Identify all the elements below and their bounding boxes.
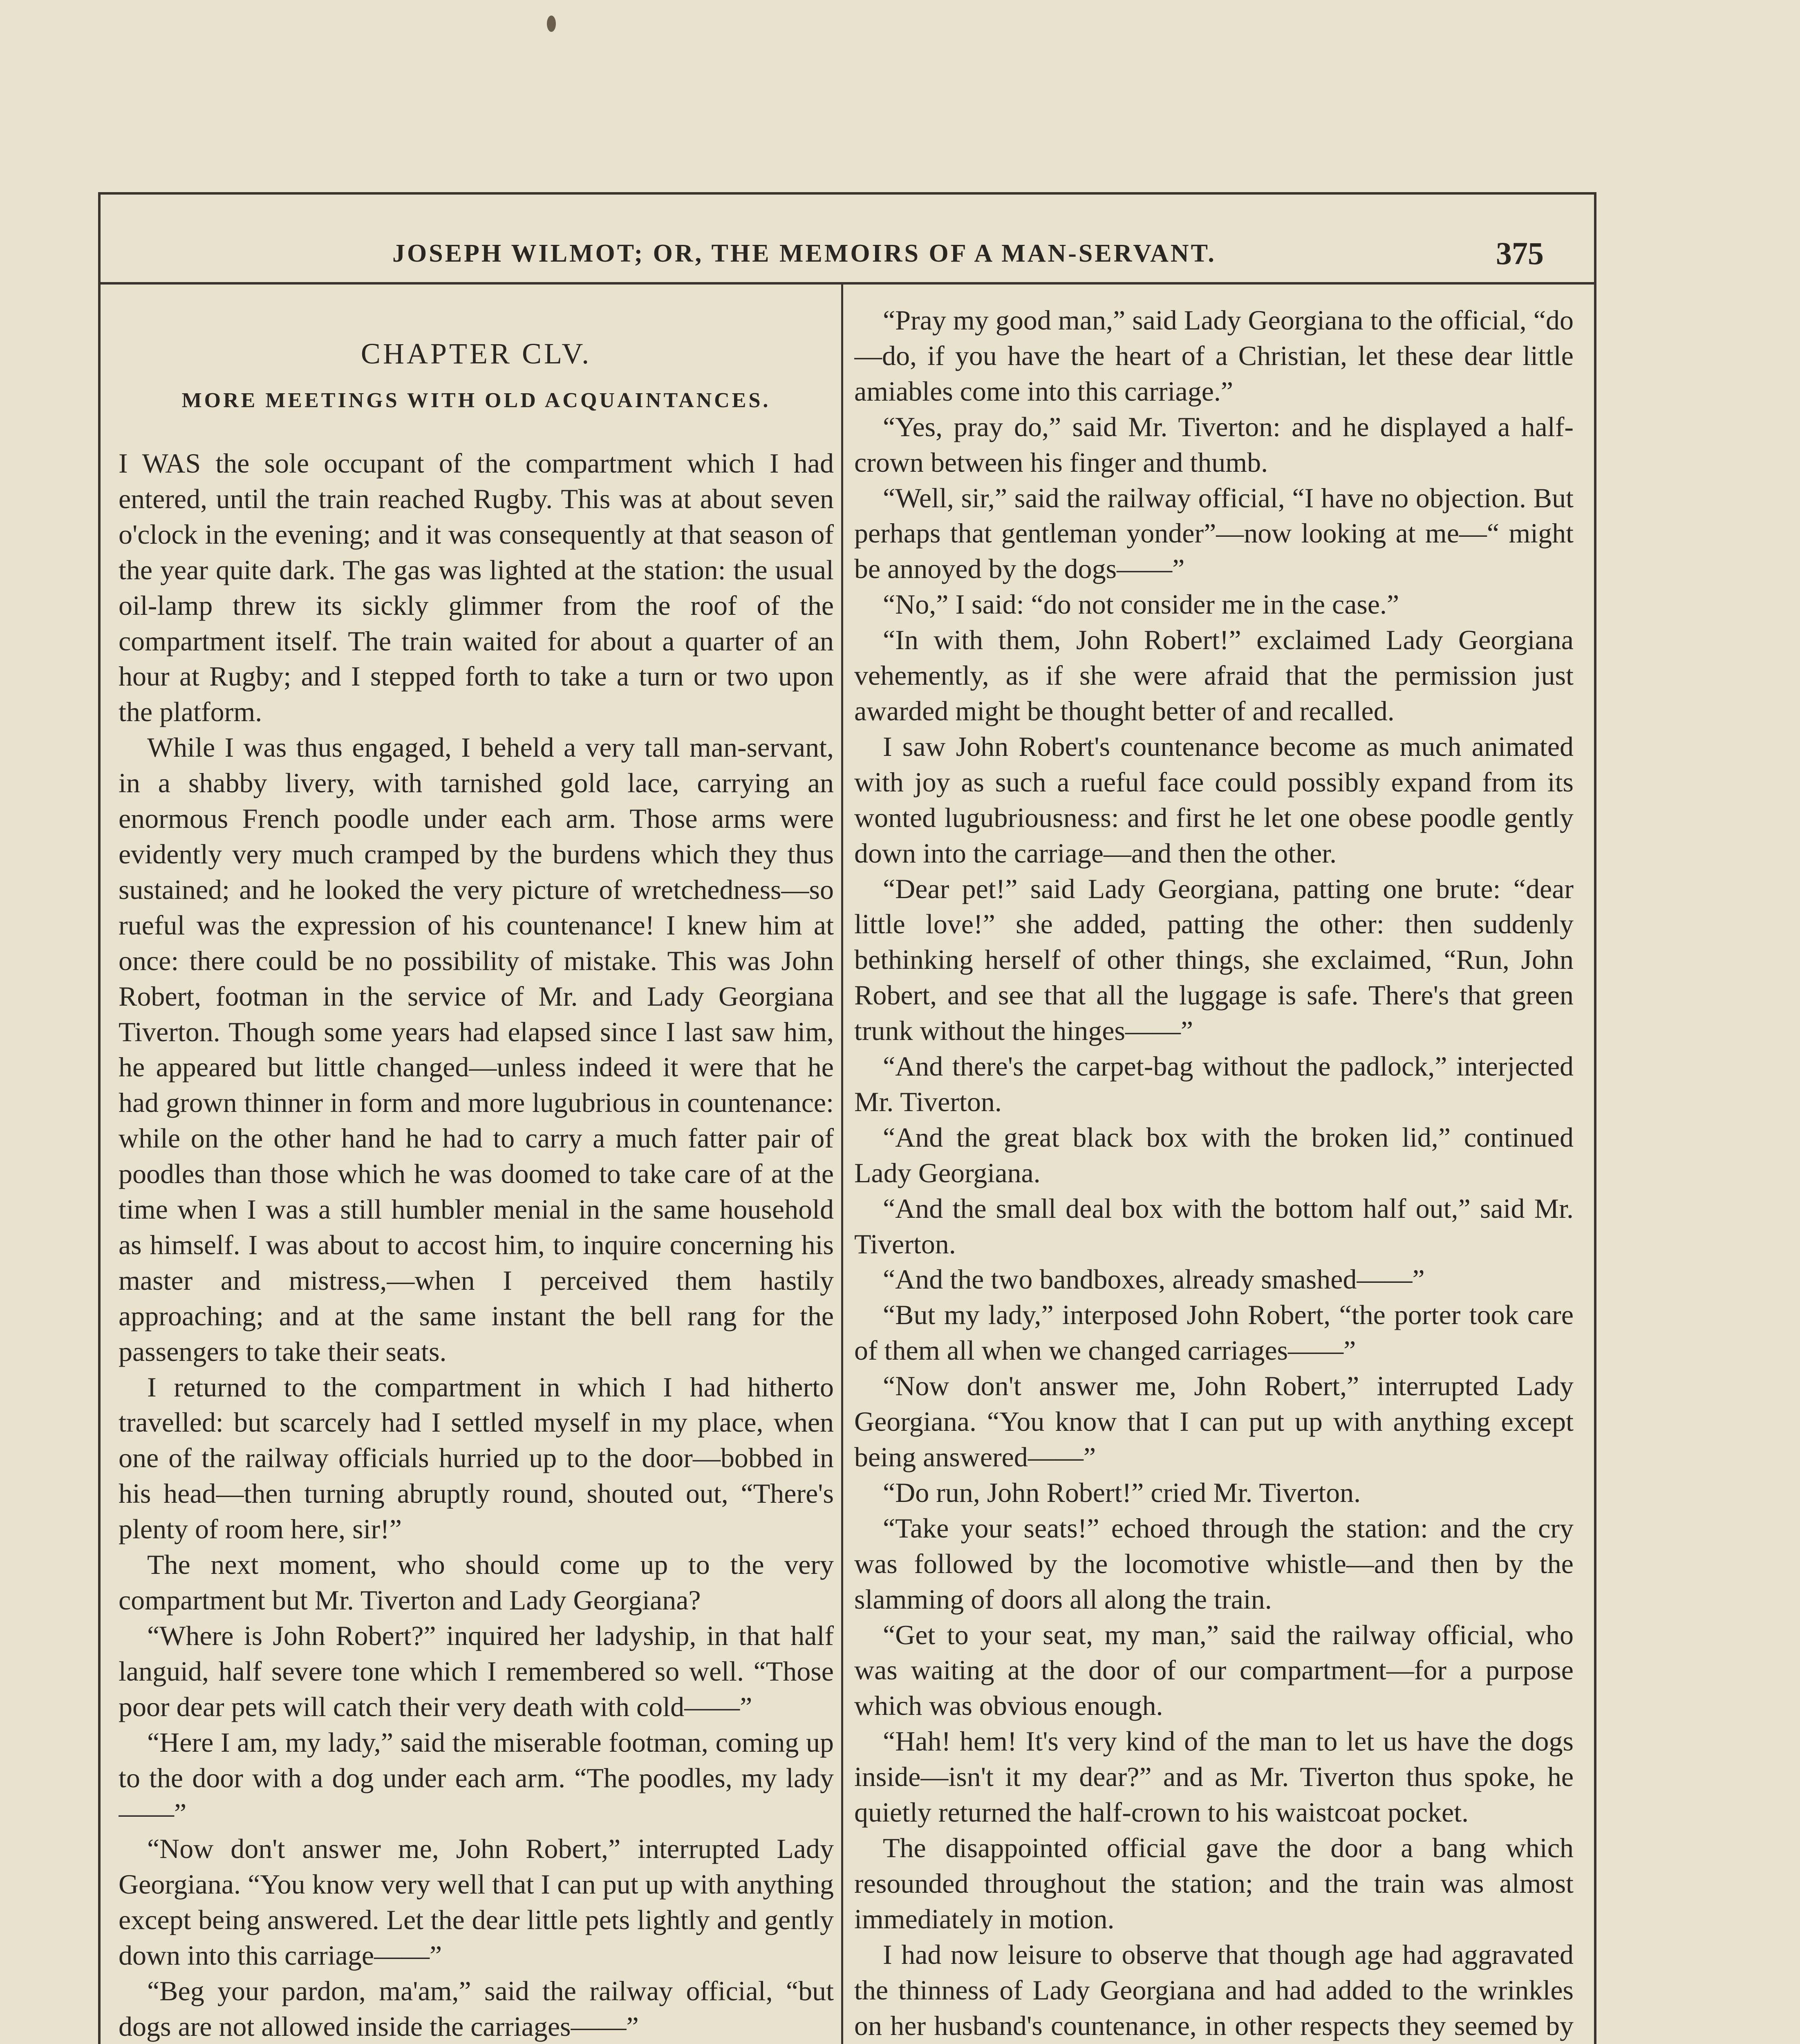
- paragraph: “Take your seats!” echoed through the station: and the cry was followed by the locomotive whistle—and then by the slamming of doors all along the train.: [854, 1512, 1574, 1615]
- paragraph: “Hah! hem! It's very kind of the man to let us have the dogs inside—isn't it my dear?” and as Mr. Tiverton thus spoke, he quietly returned the half-crown to his waistcoat pocket.: [854, 1726, 1574, 1828]
- paragraph: The next moment, who should come up to the very compartment but Mr. Tiverton and Lady Georgiana?: [119, 1549, 834, 1616]
- chapter-title: CHAPTER CLV.: [360, 337, 592, 370]
- paragraph: The disappointed official gave the door a bang which resounded throughout the station; and the train was almost immediately in motion.: [854, 1832, 1574, 1934]
- paragraph: “In with them, John Robert!” exclaimed Lady Georgiana vehemently, as if she were afraid that the permission just awarded might be thought better of and recalled.: [854, 624, 1574, 726]
- paragraph: I returned to the compartment in which I had hitherto travelled: but scarcely had I settled myself in my place, when one of the railway officials hurried up to the door—bobbed in his head—then turning abruptly round, shouted out, “There's plenty of room here, sir!”: [119, 1371, 834, 1545]
- paragraph: “Beg your pardon, ma'am,” said the railway official, “but dogs are not allowed inside the carriages——”: [119, 1975, 834, 2042]
- paragraph: “Pray my good man,” said Lady Georgiana to the official, “do—do, if you have the heart of a Christian, let these dear little amiables come into this carriage.”: [854, 305, 1574, 407]
- page-number: 375: [1496, 235, 1544, 271]
- paragraph: “Dear pet!” said Lady Georgiana, patting one brute: “dear little love!” she added, patting the other: then suddenly bethinking herself of other things, she exclaimed, “Run, John Robert, and see that all the luggage is safe. There's that green trunk without the hinges——”: [854, 873, 1574, 1047]
- paragraph: “Well, sir,” said the railway official, “I have no objection. But perhaps that gentleman yonder”—now looking at me—“ might be annoyed by the dogs——”: [854, 482, 1574, 585]
- paragraph: “And the great black box with the broken lid,” continued Lady Georgiana.: [854, 1121, 1574, 1188]
- running-title: JOSEPH WILMOT; OR, THE MEMOIRS OF A MAN-SERVANT.: [392, 240, 1216, 267]
- paragraph: “And there's the carpet-bag without the padlock,” interjected Mr. Tiverton.: [854, 1051, 1574, 1117]
- paragraph: While I was thus engaged, I beheld a very tall man-servant, in a shabby livery, with tarnished gold lace, carrying an enormous French poodle under each arm. Those arms were evidently very much cramped by the burdens which they thus sustained; and he looked the very picture of wretchedness—so rueful was the expression of his countenance! I knew him at once: there could be no possibility of mistake. This was John Robert, footman in the service of Mr. and Lady Georgiana Tiverton. Though some years had elapsed since I last saw him, he appeared but little changed—unless indeed it were that he had grown thinner in form and more lugubrious in countenance: while on the other hand he had to carry a much fatter pair of poodles than those which he was doomed to take care of at the time when I was a still humbler menial in the same household as himself. I was about to accost him, to inquire concerning his master and mistress,—when I perceived them hastily approaching; and at the same instant the bell rang for the passengers to take their seats.: [119, 732, 834, 1367]
- paragraph: “Here I am, my lady,” said the miserable footman, coming up to the door with a dog under each arm. “The poodles, my lady——”: [119, 1726, 834, 1829]
- paragraph: “Where is John Robert?” inquired her ladyship, in that half languid, half severe tone which I remembered so well. “Those poor dear pets will catch their very death with cold——”: [119, 1620, 834, 1722]
- chapter-subtitle: MORE MEETINGS WITH OLD ACQUAINTANCES.: [181, 389, 771, 412]
- paragraph: “Get to your seat, my man,” said the railway official, who was waiting at the door of our compartment—for a purpose which was obvious enough.: [854, 1619, 1574, 1721]
- left-column: [119, 303, 834, 2044]
- paragraph: “Now don't answer me, John Robert,” interrupted Lady Georgiana. “You know very well that I can put up with anything except being answered. Let the dear little pets lightly and gently down into this carriage——”: [119, 1833, 834, 1971]
- column-divider: [841, 285, 843, 2044]
- right-column: [854, 303, 1574, 2044]
- paragraph: I had now leisure to observe that though age had aggravated the thinness of Lady Georgiana and had added to the wrinkles on her husband's countenance, in other respects they seemed by: [854, 1939, 1574, 2041]
- header-rule: [98, 282, 1596, 285]
- paragraph: “Now don't answer me, John Robert,” interrupted Lady Georgiana. “You know that I can put up with anything except being answered——”: [854, 1370, 1574, 1472]
- paragraph: I WAS the sole occupant of the compartment which I had entered, until the train reached Rugby. This was at about seven o'clock in the evening; and it was consequently at that season of the year quite dark. The gas was lighted at the station: the usual oil-lamp threw its sickly glimmer from the roof of the compartment itself. The train waited for about a quarter of an hour at Rugby; and I stepped forth to take a turn or two upon the platform.: [119, 448, 834, 728]
- paragraph: “But my lady,” interposed John Robert, “the porter took care of them all when we changed carriages——”: [854, 1299, 1574, 1366]
- paragraph: “And the small deal box with the bottom half out,” said Mr. Tiverton.: [854, 1192, 1574, 1260]
- paragraph: “Yes, pray do,” said Mr. Tiverton: and he displayed a half-crown between his finger and thumb.: [854, 411, 1574, 478]
- paragraph: “No,” I said: “do not consider me in the case.”: [883, 589, 1399, 620]
- paragraph: “Do run, John Robert!” cried Mr. Tiverton.: [883, 1477, 1361, 1508]
- paragraph: I saw John Robert's countenance become as much animated with joy as such a rueful face could possibly expand from its wonted lugubriousness: and first he let one obese poodle gently down into the carriage—and then the other.: [854, 731, 1574, 869]
- paragraph: “And the two bandboxes, already smashed——”: [883, 1264, 1425, 1295]
- ink-speck: [547, 16, 556, 32]
